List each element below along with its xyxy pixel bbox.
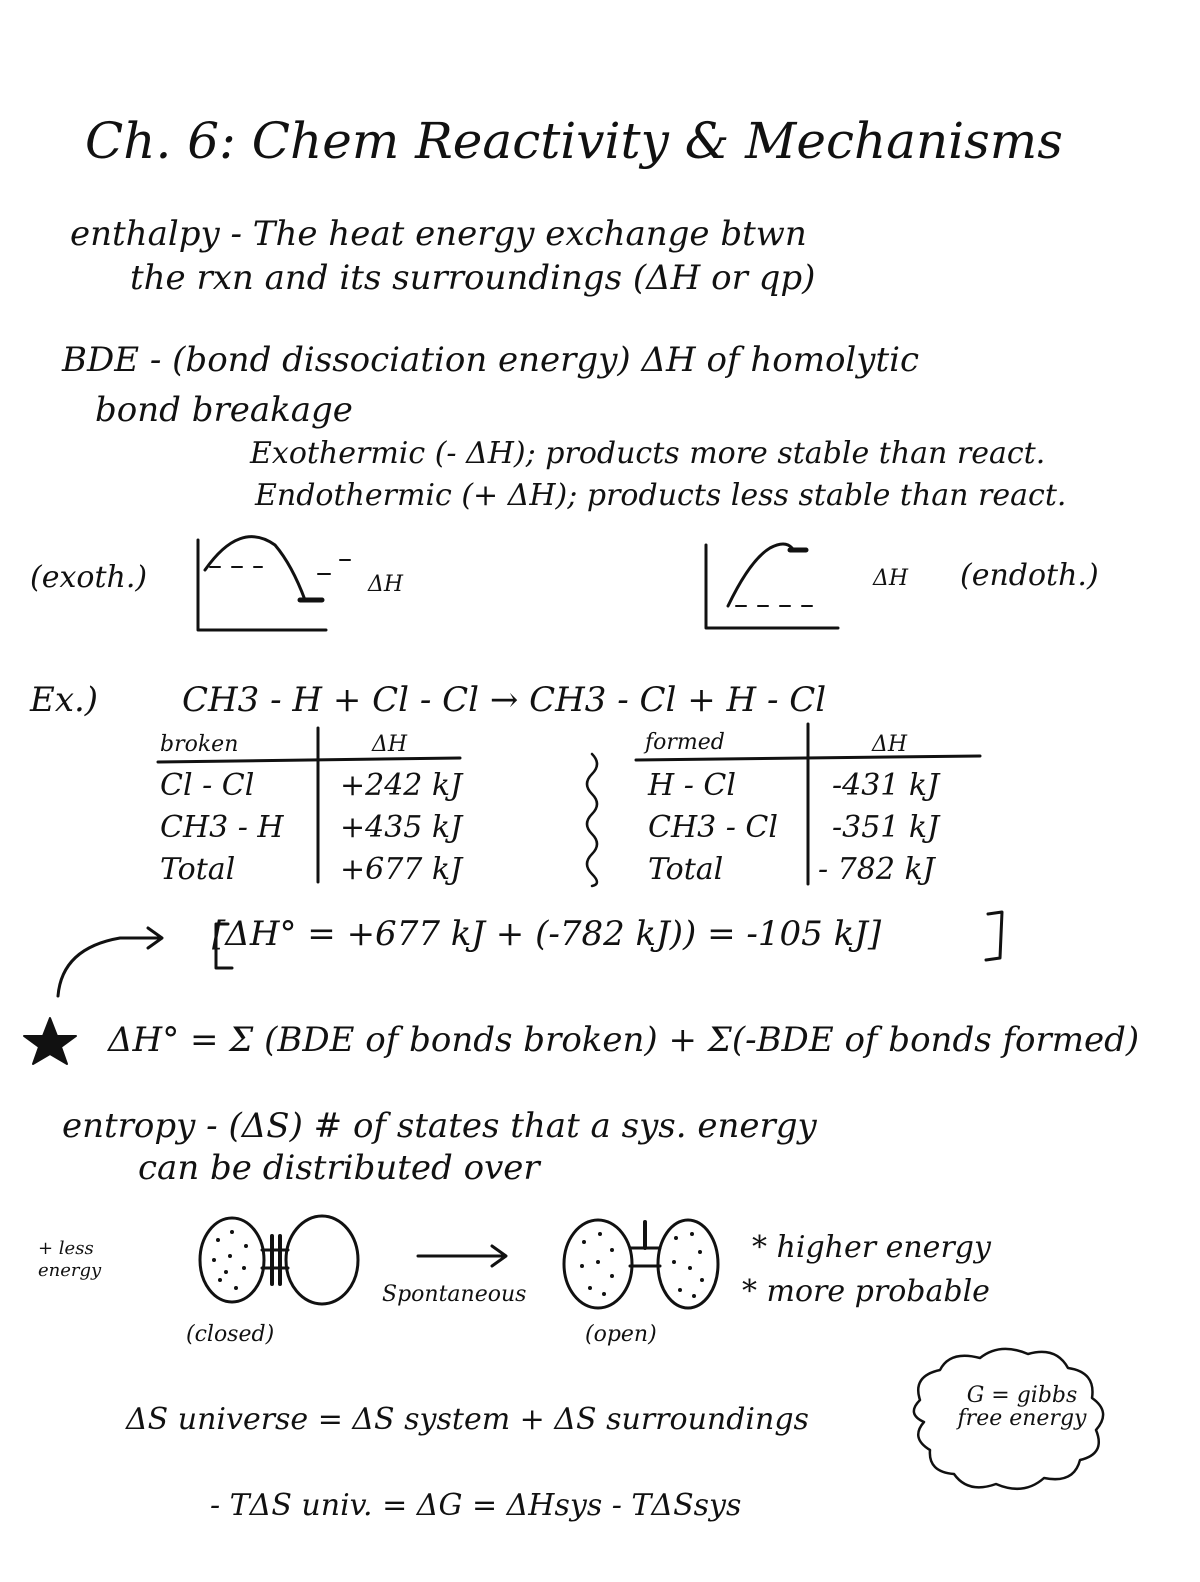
gibbs-note-cloud xyxy=(914,1349,1103,1489)
delta-h-result: [ΔH° = +677 kJ + (-782 kJ)) = -105 kJ] xyxy=(212,914,882,954)
page-title: Ch. 6: Chem Reactivity & Mechanisms xyxy=(85,112,1063,170)
entropy-definition-line2: can be distributed over xyxy=(138,1148,540,1188)
endothermic-energy-diagram xyxy=(706,544,838,628)
open-flask-diagram xyxy=(564,1220,718,1308)
star-icon xyxy=(24,1018,76,1064)
spontaneous-arrow-icon xyxy=(418,1246,506,1266)
table-row: H - Cl xyxy=(648,768,736,803)
broken-dh-header: ΔH xyxy=(372,732,408,757)
exothermic-note: Exothermic (- ΔH); products more stable than react. xyxy=(250,436,1046,471)
gibbs-free-energy-note: G = gibbs free energy xyxy=(957,1383,1087,1432)
example-label: Ex.) xyxy=(30,680,99,720)
result-bracket-right xyxy=(986,912,1002,960)
table-cell: -431 kJ xyxy=(832,768,940,803)
more-probable-note: * more probable xyxy=(742,1274,990,1309)
spontaneous-label: Spontaneous xyxy=(382,1282,527,1307)
table-cell: +242 kJ xyxy=(340,768,463,803)
table-row: CH3 - Cl xyxy=(648,810,778,845)
enthalpy-definition-line2: the rxn and its surroundings (ΔH or qp) xyxy=(130,258,816,298)
formed-dh-header: ΔH xyxy=(872,732,908,757)
example-reaction: CH3 - H + Cl - Cl → CH3 - Cl + H - Cl xyxy=(182,680,827,720)
curved-arrow-icon xyxy=(58,928,162,996)
closed-flask-diagram xyxy=(200,1216,358,1304)
less-energy-note: + less energy xyxy=(38,1238,102,1281)
entropy-universe-equation: ΔS universe = ΔS system + ΔS surroundings xyxy=(126,1402,809,1437)
exothermic-label: (exoth.) xyxy=(30,560,148,595)
table-cell: - 782 kJ xyxy=(818,852,935,887)
exothermic-energy-diagram xyxy=(198,537,350,630)
result-bracket-left xyxy=(216,924,232,968)
formed-table-lines xyxy=(636,724,980,884)
enthalpy-definition-line1: enthalpy - The heat energy exchange btwn xyxy=(70,214,807,254)
endothermic-note: Endothermic (+ ΔH); products less stable than react. xyxy=(255,478,1067,513)
entropy-definition-line1: entropy - (ΔS) # of states that a sys. energy xyxy=(62,1106,817,1146)
squiggle-divider xyxy=(587,754,597,886)
delta-h-formula: ΔH° = Σ (BDE of bonds broken) + Σ(-BDE of bonds formed) xyxy=(108,1020,1140,1060)
table-row: Total xyxy=(648,852,724,887)
broken-header: broken xyxy=(160,732,239,757)
formed-header: formed xyxy=(645,730,725,755)
endothermic-delta-h: ΔH xyxy=(873,566,909,591)
table-cell: +435 kJ xyxy=(340,810,463,845)
table-row: CH3 - H xyxy=(160,810,284,845)
table-row: Total xyxy=(160,852,236,887)
endothermic-label: (endoth.) xyxy=(960,558,1099,593)
gibbs-equation: - TΔS univ. = ΔG = ΔHsys - TΔSsys xyxy=(210,1488,742,1523)
table-cell: -351 kJ xyxy=(832,810,940,845)
table-row: Cl - Cl xyxy=(160,768,255,803)
table-cell: +677 kJ xyxy=(340,852,463,887)
bde-definition-line2: bond breakage xyxy=(95,390,353,430)
closed-label: (closed) xyxy=(186,1322,275,1347)
higher-energy-note: * higher energy xyxy=(752,1230,991,1265)
exothermic-delta-h: ΔH xyxy=(368,572,404,597)
broken-table-lines xyxy=(158,728,463,882)
bde-definition-line1: BDE - (bond dissociation energy) ΔH of homolytic xyxy=(62,340,920,380)
open-label: (open) xyxy=(585,1322,657,1347)
